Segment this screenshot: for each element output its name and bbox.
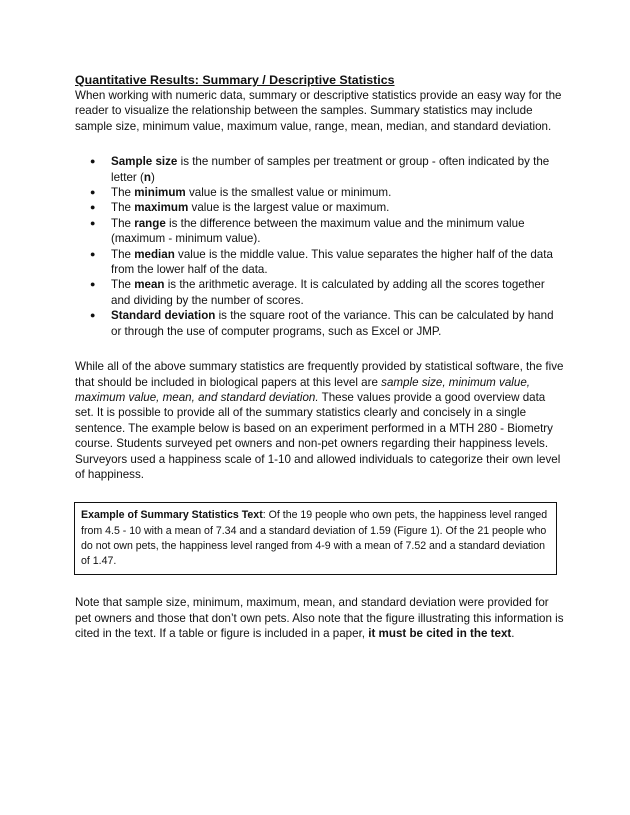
definition-text: is the arithmetic average. It is calculated by adding all the scores together and dividing by the number of scores. bbox=[111, 278, 545, 307]
definition-text: ) bbox=[150, 170, 155, 184]
term-sample-size: Sample size bbox=[111, 155, 178, 169]
italic-list: sample size, minimum value, maximum value, mean, and standard deviation. bbox=[75, 375, 530, 404]
term-maximum: maximum bbox=[134, 201, 189, 215]
paragraph-text: These values provide a good overview data set. It is possible to provide all of the summary statistics clearly and concisely in a single sentence. The example below is based on an experiment performed in a MTH 280 - Biometry course. Students surveyed pet owners and non-pet owners regarding their happiness levels. Surveyors used a happiness scale of 1-10 and allowed individuals to categorize their own level of happiness. bbox=[75, 390, 561, 481]
example-text: : Of the 19 people who own pets, the happiness level ranged from 4.5 - 10 with a mean of 7.34 and a standard deviation of 1.59 (Figure 1). Of the 21 people who do not own pets, the happiness level ranged from 4-9 with a mean of 7.52 and a standard deviation of 1.47. bbox=[81, 509, 548, 567]
list-item-maximum bbox=[75, 200, 565, 215]
term-standard-deviation: Standard deviation bbox=[111, 309, 216, 323]
citation-emphasis: it must be cited in the text bbox=[368, 626, 512, 640]
list-item-median bbox=[75, 247, 565, 278]
list-item-minimum bbox=[75, 185, 565, 200]
term-range: range bbox=[134, 216, 166, 230]
summary-paragraph bbox=[75, 359, 565, 482]
example-box bbox=[74, 502, 557, 575]
example-label: Example of Summary Statistics Text bbox=[81, 509, 263, 522]
list-item-range bbox=[75, 216, 565, 247]
term-mean: mean bbox=[134, 278, 165, 292]
definition-text: The bbox=[111, 201, 135, 215]
paragraph-text: . bbox=[511, 626, 515, 640]
document-page bbox=[75, 72, 565, 641]
intro-paragraph: When working with numeric data, summary or descriptive statistics provide an easy way for the reader to visualize the relationship between the samples. Summary statistics may include sample size, minimum value, maximum value, range, mean, median, and standard deviation. bbox=[75, 89, 562, 133]
list-item-standard-deviation bbox=[75, 308, 565, 339]
definition-text: The bbox=[111, 216, 135, 230]
term-median: median bbox=[134, 247, 175, 261]
paragraph-text: Note that sample size, minimum, maximum, mean, and standard deviation were provided for pet owners and those that don’t own pets. Also note that the figure illustrating this information is cited in the text. If a table or figure is included in a paper, bbox=[75, 596, 564, 640]
term-minimum: minimum bbox=[134, 186, 186, 200]
definition-text: The bbox=[111, 186, 135, 200]
definition-text: is the number of samples per treatment or group - often indicated by the letter ( bbox=[111, 155, 550, 184]
definition-text: value is the middle value. This value separates the higher half of the data from the lower half of the data. bbox=[111, 247, 553, 277]
definition-text: value is the smallest value or minimum. bbox=[185, 186, 392, 200]
note-paragraph bbox=[75, 595, 565, 641]
list-item-mean bbox=[75, 277, 565, 308]
term-n: n bbox=[143, 170, 151, 184]
definition-text: is the square root of the variance. This can be calculated by hand or through the use of computer programs, such as Excel or JMP. bbox=[111, 309, 554, 338]
definition-text: value is the largest value or maximum. bbox=[188, 201, 390, 215]
definition-text: is the difference between the maximum value and the minimum value (maximum - minimum value). bbox=[111, 216, 525, 246]
definition-text: The bbox=[111, 247, 135, 261]
definition-text: The bbox=[111, 278, 135, 292]
list-item-sample-size bbox=[75, 154, 565, 185]
section-heading: Quantitative Results: Summary / Descriptive Statistics bbox=[75, 73, 395, 87]
paragraph-text: While all of the above summary statistics are frequently provided by statistical software, the five that should be included in biological papers at this level are bbox=[75, 360, 564, 389]
definitions-list bbox=[75, 154, 565, 339]
